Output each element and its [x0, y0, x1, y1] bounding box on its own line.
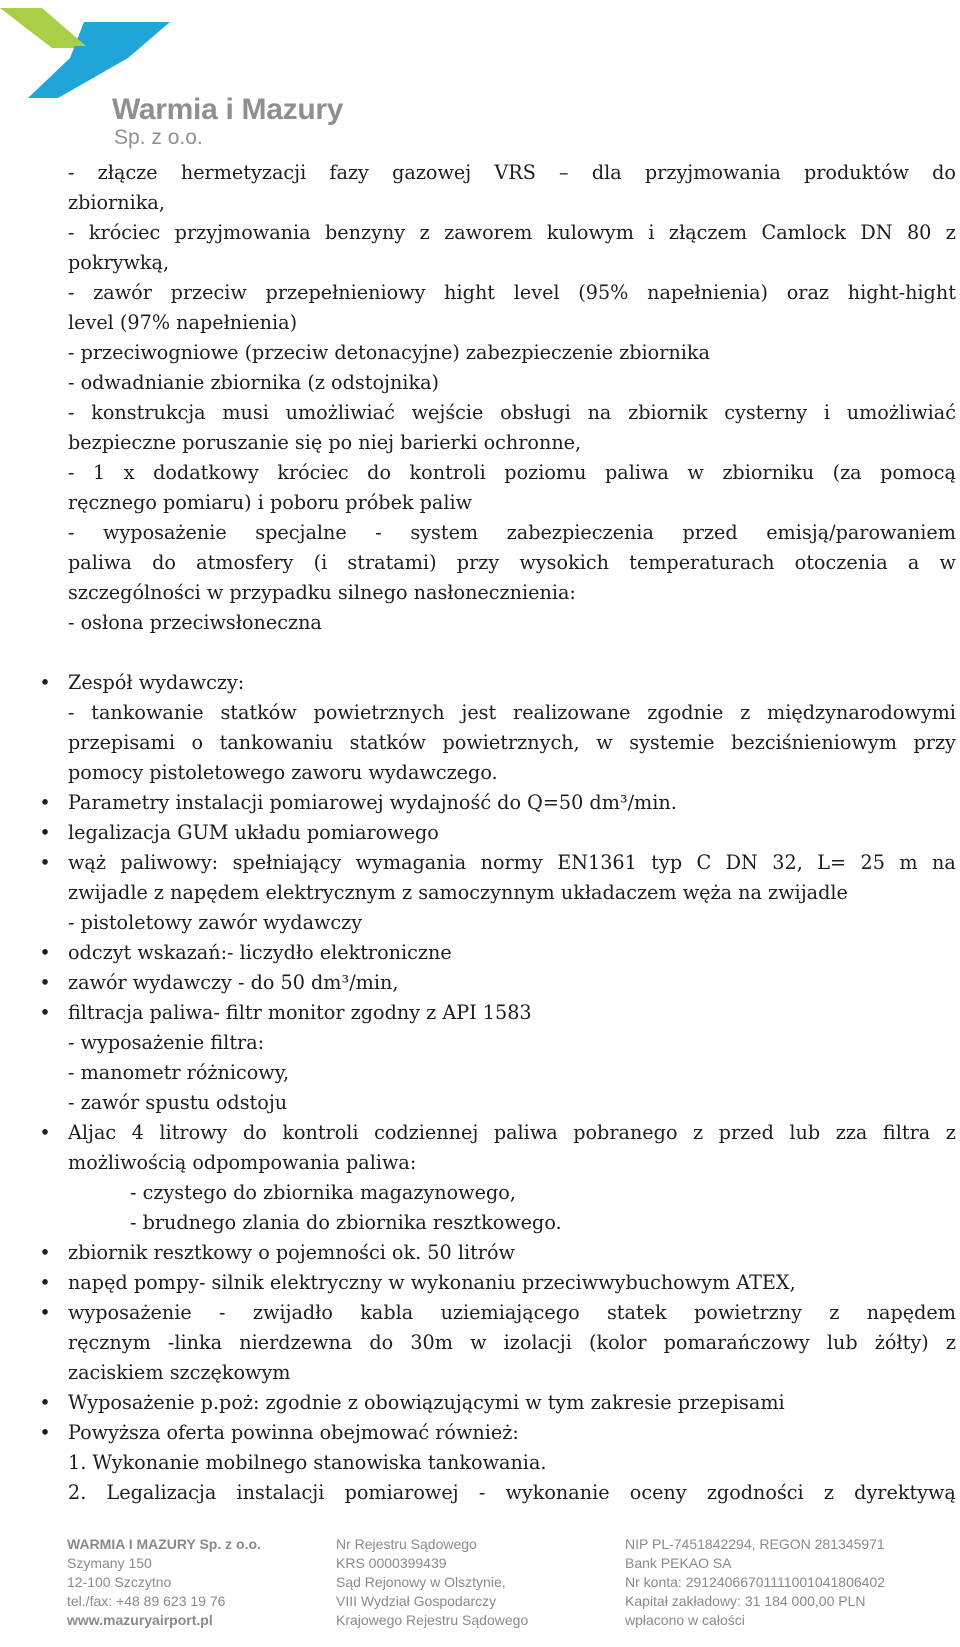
word: -: [68, 461, 75, 484]
bullet-text: zawór wydawczy - do 50 dm³/min,: [68, 971, 399, 994]
word: zawór: [93, 281, 152, 304]
bullet-icon: •: [39, 1301, 51, 1324]
word: 2.: [68, 1481, 87, 1504]
list-item: [39, 968, 956, 998]
justified-line: [68, 158, 956, 188]
word: litrowy: [159, 1121, 228, 1144]
word: otoczenia: [794, 551, 888, 574]
word: z: [693, 1121, 704, 1144]
page-footer: [0, 1533, 960, 1647]
bullet-icon: •: [39, 1271, 51, 1294]
word: m: [899, 851, 918, 874]
text-line: - osłona przeciwsłoneczna: [68, 611, 322, 634]
bullet-icon: •: [39, 971, 51, 994]
footer-line: Nr konta: 29124066701111001041806402: [625, 1574, 886, 1590]
logo-subtitle: Sp. z o.o.: [114, 126, 203, 149]
logo-name: Warmia i Mazury: [112, 93, 344, 126]
list-item: [39, 1118, 956, 1148]
word: przed: [718, 1121, 774, 1144]
word: paliwa: [493, 1121, 558, 1144]
bullet-text: legalizacja GUM układu pomiarowego: [68, 821, 439, 844]
word: -: [478, 1481, 486, 1504]
word: oraz: [786, 281, 830, 304]
word: z: [945, 1331, 956, 1354]
word: wyposażenie: [103, 521, 227, 544]
word: L=: [817, 851, 847, 874]
text-line: - odwadnianie zbiornika (z odstojnika): [68, 371, 439, 394]
logo-mark-icon: [0, 0, 180, 100]
word: Legalizacja: [106, 1481, 217, 1504]
list-item: [39, 1298, 956, 1328]
bullet-subitem: - czystego do zbiornika magazynowego,: [130, 1181, 516, 1204]
footer-line: Kapitał zakładowy: 31 184 000,00 PLN: [625, 1593, 866, 1609]
word: -linka: [167, 1331, 223, 1354]
word: hermetyzacji: [180, 161, 307, 184]
word: pomiarowej: [344, 1481, 459, 1504]
bullet-icon: •: [39, 1421, 51, 1444]
word: wyposażenie: [68, 1301, 192, 1324]
justified-line: [68, 398, 956, 428]
word: dodatkowy: [153, 461, 259, 484]
word: C: [696, 851, 712, 874]
word: hight-hight: [847, 281, 956, 304]
word: do: [369, 1331, 394, 1354]
word: dla: [591, 161, 622, 184]
word: do: [367, 461, 392, 484]
word: Camlock: [761, 221, 846, 244]
justified-line: [68, 1298, 956, 1328]
word: zza: [835, 1121, 868, 1144]
word: umożliwiać: [846, 401, 956, 424]
word: (95%: [578, 281, 629, 304]
justified-line: [68, 728, 956, 758]
word: izolacji: [503, 1331, 572, 1354]
document-body: [39, 158, 956, 1508]
zespol-heading: Zespół wydawczy:: [68, 671, 245, 694]
word: Aljac: [68, 1121, 117, 1144]
footer-line: 12-100 Szczytno: [67, 1574, 172, 1590]
word: przed: [682, 521, 738, 544]
footer-line: Bank PEKAO SA: [625, 1555, 732, 1571]
list-item: [39, 938, 956, 968]
word: przyjmowania: [644, 161, 781, 184]
justified-line: [68, 1478, 956, 1508]
text-line: bezpieczne poruszanie się po niej barierki ochronne,: [68, 431, 582, 454]
word: uziemiającego: [440, 1301, 580, 1324]
word: tankowaniu: [219, 731, 334, 754]
footer-line: Krajowego Rejestru Sądowego: [336, 1612, 529, 1628]
word: produktów: [803, 161, 909, 184]
word: zbiorniku: [722, 461, 815, 484]
word: kulowym: [546, 221, 634, 244]
bullet-continuation: - wyposażenie filtra:: [68, 1031, 265, 1054]
word: na: [932, 851, 956, 874]
word: wysokich: [519, 551, 609, 574]
word: -: [68, 521, 75, 544]
bullet-icon: •: [39, 791, 51, 814]
word: tankowanie: [91, 701, 204, 724]
word: EN1361: [557, 851, 637, 874]
text-line: pomocy pistoletowego zaworu wydawczego.: [68, 761, 498, 784]
bullet-icon: •: [39, 1391, 51, 1414]
word: z: [945, 1121, 956, 1144]
word: zabezpieczenia: [506, 521, 654, 544]
word: benzyny: [325, 221, 406, 244]
list-item: [39, 788, 956, 818]
bullet-subitem: - brudnego zlania do zbiornika resztkowego.: [130, 1211, 562, 1234]
word: przepisami: [68, 731, 175, 754]
list-item: [39, 848, 956, 878]
word: -: [68, 401, 75, 424]
footer-phone: tel./fax: +48 89 623 19 76: [67, 1593, 226, 1609]
word: pomocą: [880, 461, 956, 484]
word: umożliwiać: [285, 401, 395, 424]
text-line: - przeciwogniowe (przeciw detonacyjne) zabezpieczenie zbiornika: [68, 341, 710, 364]
word: (za: [832, 461, 862, 484]
bullet-icon: •: [39, 1001, 51, 1024]
word: VRS: [494, 161, 536, 184]
word: emisją/parowaniem: [766, 521, 956, 544]
word: filtra: [882, 1121, 931, 1144]
word: -: [219, 1301, 226, 1324]
word: zwijadło: [252, 1301, 333, 1324]
word: o: [191, 731, 204, 754]
bullet-text: Wyposażenie p.poż: zgodnie z obowiązującymi w tym zakresie przepisami: [68, 1391, 785, 1414]
justified-line: [68, 1328, 956, 1358]
bullet-icon: •: [39, 821, 51, 844]
word: system: [410, 521, 479, 544]
word: a: [907, 551, 920, 574]
bullet-continuation: 1. Wykonanie mobilnego stanowiska tankowania.: [68, 1451, 547, 1474]
word: powietrzny: [693, 1301, 802, 1324]
word: level: [513, 281, 560, 304]
list-item: [39, 1418, 956, 1448]
word: wykonanie: [505, 1481, 610, 1504]
word: lub: [826, 1331, 858, 1354]
word: -: [68, 281, 75, 304]
footer-line: Szymany 150: [67, 1555, 152, 1571]
word: powietrznych,: [442, 731, 580, 754]
text-line: pokrywką,: [68, 251, 170, 274]
word: 1: [93, 461, 106, 484]
word: normy: [480, 851, 543, 874]
word: paliwa: [605, 461, 669, 484]
company-logo: [0, 0, 344, 150]
word: do: [242, 1121, 267, 1144]
word: i: [823, 401, 830, 424]
word: w: [687, 461, 704, 484]
word: z: [823, 1481, 834, 1504]
word: kontroli: [409, 461, 486, 484]
word: realizowane: [513, 701, 631, 724]
bullet-continuation: - pistoletowy zawór wydawczy: [68, 911, 363, 934]
word: złączem: [668, 221, 748, 244]
word: x: [123, 461, 135, 484]
word: ręcznym: [68, 1331, 151, 1354]
footer-website-link[interactable]: www.mazuryairport.pl: [67, 1612, 213, 1628]
word: specjalne: [255, 521, 347, 544]
footer-line: Sąd Rejonowy w Olsztynie,: [336, 1574, 506, 1590]
text-line: zbiornika,: [68, 191, 165, 214]
justified-line: [68, 698, 956, 728]
word: 30m: [410, 1331, 453, 1354]
word: bezciśnieniowym: [731, 731, 897, 754]
word: 32,: [772, 851, 803, 874]
text-line: level (97% napełnienia): [68, 311, 298, 334]
footer-finance: [625, 1535, 885, 1630]
word: obsługi: [500, 401, 571, 424]
footer-company: [67, 1535, 261, 1630]
word: przy: [456, 551, 500, 574]
word: międzynarodowymi: [767, 701, 956, 724]
bullet-text: Parametry instalacji pomiarowej wydajność do Q=50 dm³/min.: [68, 791, 677, 814]
word: w: [596, 731, 613, 754]
bullet-icon: •: [39, 941, 51, 964]
word: z: [945, 221, 956, 244]
word: i: [648, 221, 655, 244]
list-item: [39, 1388, 956, 1418]
word: dyrektywą: [854, 1481, 956, 1504]
word: musi: [222, 401, 269, 424]
word: statków: [220, 701, 297, 724]
footer-line: NIP PL-7451842294, REGON 281345971: [625, 1536, 885, 1552]
word: gazowej: [392, 161, 472, 184]
word: przeciw: [170, 281, 247, 304]
word: instalacji: [236, 1481, 325, 1504]
word: kabla: [360, 1301, 414, 1324]
bullet-icon: •: [39, 671, 51, 694]
word: codziennej: [374, 1121, 479, 1144]
word: statek: [606, 1301, 667, 1324]
word: jest: [461, 701, 497, 724]
word: statków: [349, 731, 426, 754]
footer-company-name: WARMIA I MAZURY Sp. z o.o.: [67, 1536, 261, 1552]
word: hight: [444, 281, 496, 304]
word: wąż: [68, 851, 106, 874]
bullet-text: zbiornik resztkowy o pojemności ok. 50 litrów: [68, 1241, 515, 1264]
text-line: szczególności w przypadku silnego nasłonecznienia:: [68, 581, 576, 604]
bullet-icon: •: [39, 1241, 51, 1264]
word: w: [939, 551, 956, 574]
footer-line: KRS 0000399439: [336, 1555, 447, 1571]
footer-line: Nr Rejestru Sądowego: [336, 1536, 477, 1552]
word: zgodnie: [647, 701, 724, 724]
word: złącze: [97, 161, 158, 184]
bullet-text: napęd pompy- silnik elektryczny w wykonaniu przeciwwybuchowym ATEX,: [68, 1271, 796, 1294]
word: atmosfery: [196, 551, 294, 574]
word: przy: [913, 731, 956, 754]
word: z: [419, 221, 430, 244]
word: z: [829, 1301, 840, 1324]
text-line: ręcznego pomiaru) i poboru próbek paliw: [68, 491, 473, 514]
bullet-continuation: możliwością odpompowania paliwa:: [68, 1151, 417, 1174]
word: pomarańczowy: [663, 1331, 810, 1354]
justified-line: [68, 518, 956, 548]
word: -: [68, 221, 75, 244]
bullet-icon: •: [39, 851, 51, 874]
word: DN: [860, 221, 893, 244]
word: do: [932, 161, 956, 184]
word: -: [68, 161, 75, 184]
word: żółty): [874, 1331, 929, 1354]
bullet-text: odczyt wskazań:- liczydło elektroniczne: [68, 941, 452, 964]
word: zgodności: [706, 1481, 804, 1504]
justified-line: [68, 458, 956, 488]
bullet-continuation: - zawór spustu odstoju: [68, 1091, 288, 1114]
justified-line: [68, 1118, 956, 1148]
word: zbiornik: [628, 401, 708, 424]
word: nierdzewna: [239, 1331, 353, 1354]
list-item: [39, 998, 956, 1028]
bullet-icon: •: [39, 1121, 51, 1144]
list-item: [39, 1238, 956, 1268]
word: spełniający: [232, 851, 342, 874]
word: przepełnieniowy: [265, 281, 426, 304]
word: w: [470, 1331, 487, 1354]
bullet-text: filtracja paliwa- filtr monitor zgodny z API 1583: [68, 1001, 532, 1024]
word: z: [740, 701, 751, 724]
word: 25: [860, 851, 885, 874]
word: oceny: [629, 1481, 687, 1504]
justified-line: [68, 218, 956, 248]
word: fazy: [329, 161, 369, 184]
bullet-continuation: zwijadle z napędem elektrycznym z samoczynnym układaczem węża na zwijadle: [68, 881, 848, 904]
word: -: [68, 701, 75, 724]
word: –: [559, 161, 569, 184]
justified-line: [68, 848, 956, 878]
word: 80: [906, 221, 932, 244]
word: wymagania: [355, 851, 467, 874]
footer-line: VIII Wydział Gospodarczy: [336, 1593, 497, 1609]
word: paliwa: [68, 551, 132, 574]
word: paliwowy:: [120, 851, 219, 874]
footer-line: wpłacono w całości: [625, 1612, 745, 1628]
word: na: [587, 401, 612, 424]
footer-registry: [336, 1535, 528, 1630]
word: konstrukcja: [91, 401, 206, 424]
word: napędem: [866, 1301, 956, 1324]
bullet-continuation: - manometr różnicowy,: [68, 1061, 290, 1084]
word: do: [152, 551, 176, 574]
word: typ: [651, 851, 683, 874]
bullet-continuation: zaciskiem szczękowym: [68, 1361, 291, 1384]
list-item-zespol: [39, 668, 956, 698]
word: wejście: [411, 401, 484, 424]
list-item: [39, 1268, 956, 1298]
word: temperaturach: [629, 551, 775, 574]
word: kontroli: [282, 1121, 359, 1144]
word: poziomu: [504, 461, 587, 484]
word: DN: [725, 851, 758, 874]
list-item: [39, 818, 956, 848]
word: zaworem: [444, 221, 533, 244]
word: (i: [313, 551, 328, 574]
word: (kolor: [588, 1331, 647, 1354]
section-tank-equipment: [68, 158, 956, 638]
section-zespol: [68, 698, 956, 788]
word: -: [375, 521, 382, 544]
word: napełnienia): [647, 281, 769, 304]
word: przyjmowania: [174, 221, 311, 244]
word: lub: [789, 1121, 821, 1144]
word: 4: [131, 1121, 144, 1144]
word: powietrznych: [313, 701, 445, 724]
word: króciec: [88, 221, 161, 244]
word: cysterny: [724, 401, 808, 424]
word: stratami): [347, 551, 437, 574]
justified-line: [68, 548, 956, 578]
word: pobranego: [573, 1121, 678, 1144]
bullet-text: Powyższa oferta powinna obejmować również:: [68, 1421, 519, 1444]
word: króciec: [277, 461, 349, 484]
word: systemie: [629, 731, 715, 754]
justified-line: [68, 278, 956, 308]
